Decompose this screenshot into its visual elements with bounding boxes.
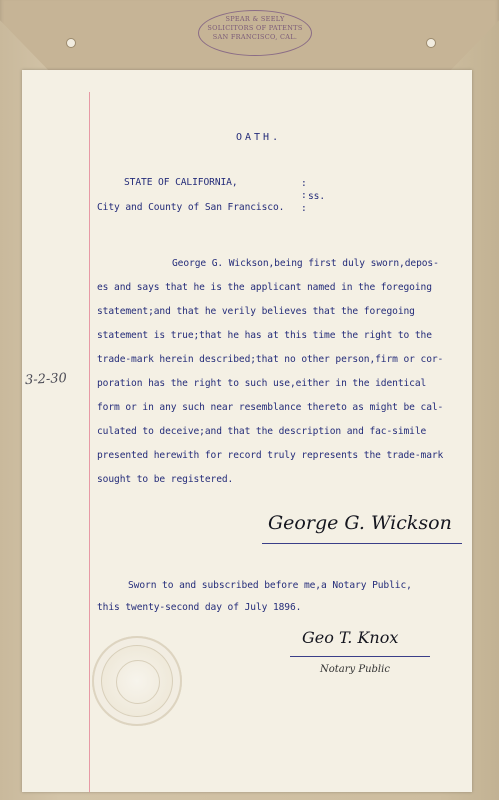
affiant-signature-line xyxy=(262,543,462,544)
body-line: form or in any such near resemblance thereto as might be cal- xyxy=(97,402,444,413)
body-line: culated to deceive;and that the description and fac-simile xyxy=(97,426,427,437)
grommet-left xyxy=(66,38,76,48)
grommet-right xyxy=(426,38,436,48)
notary-title: Notary Public xyxy=(320,664,390,675)
pencil-notation: 3-2-30 xyxy=(24,370,68,389)
affiant-signature: George G. Wickson xyxy=(268,512,452,534)
stamp-line-1: SPEAR & SEELY xyxy=(225,15,285,23)
body-line: sought to be registered. xyxy=(97,474,234,485)
body-line: es and says that he is the applicant named in the foregoing xyxy=(97,282,432,293)
stamp-line-2: SOLICITORS OF PATENTS xyxy=(207,24,303,32)
body-line: poration has the right to such use,either in the identical xyxy=(97,378,427,389)
notary-signature: Geo T. Knox xyxy=(302,628,399,647)
body-line: trade-mark herein described;that no other person,firm or cor- xyxy=(97,354,444,365)
jurat-line-2: this twenty-second day of July 1896. xyxy=(97,602,302,613)
body-line: presented herewith for record truly represents the trade-mark xyxy=(97,450,444,461)
venue-colon-3: : xyxy=(301,203,307,214)
body-line: George G. Wickson,being first duly sworn,depos- xyxy=(172,258,439,269)
notary-signature-line xyxy=(290,656,430,657)
venue-ss: ss. xyxy=(308,191,326,202)
attorney-stamp xyxy=(198,10,312,56)
body-line: statement is true;that he has at this time the right to the xyxy=(97,330,432,341)
venue-county: City and County of San Francisco. xyxy=(97,202,285,213)
stamp-line-3: SAN FRANCISCO, CAL. xyxy=(212,33,298,41)
jurat-line-1: Sworn to and subscribed before me,a Notary Public, xyxy=(128,580,412,591)
body-line: statement;and that he verily believes that the foregoing xyxy=(97,306,415,317)
venue-state: STATE OF CALIFORNIA, xyxy=(124,177,238,188)
margin-rule xyxy=(89,92,90,792)
notary-seal-embossed xyxy=(92,636,182,726)
seal-center xyxy=(116,660,160,704)
venue-colon-2: : xyxy=(301,190,307,201)
venue-colon-1: : xyxy=(301,178,307,189)
document-title: OATH. xyxy=(236,132,282,143)
